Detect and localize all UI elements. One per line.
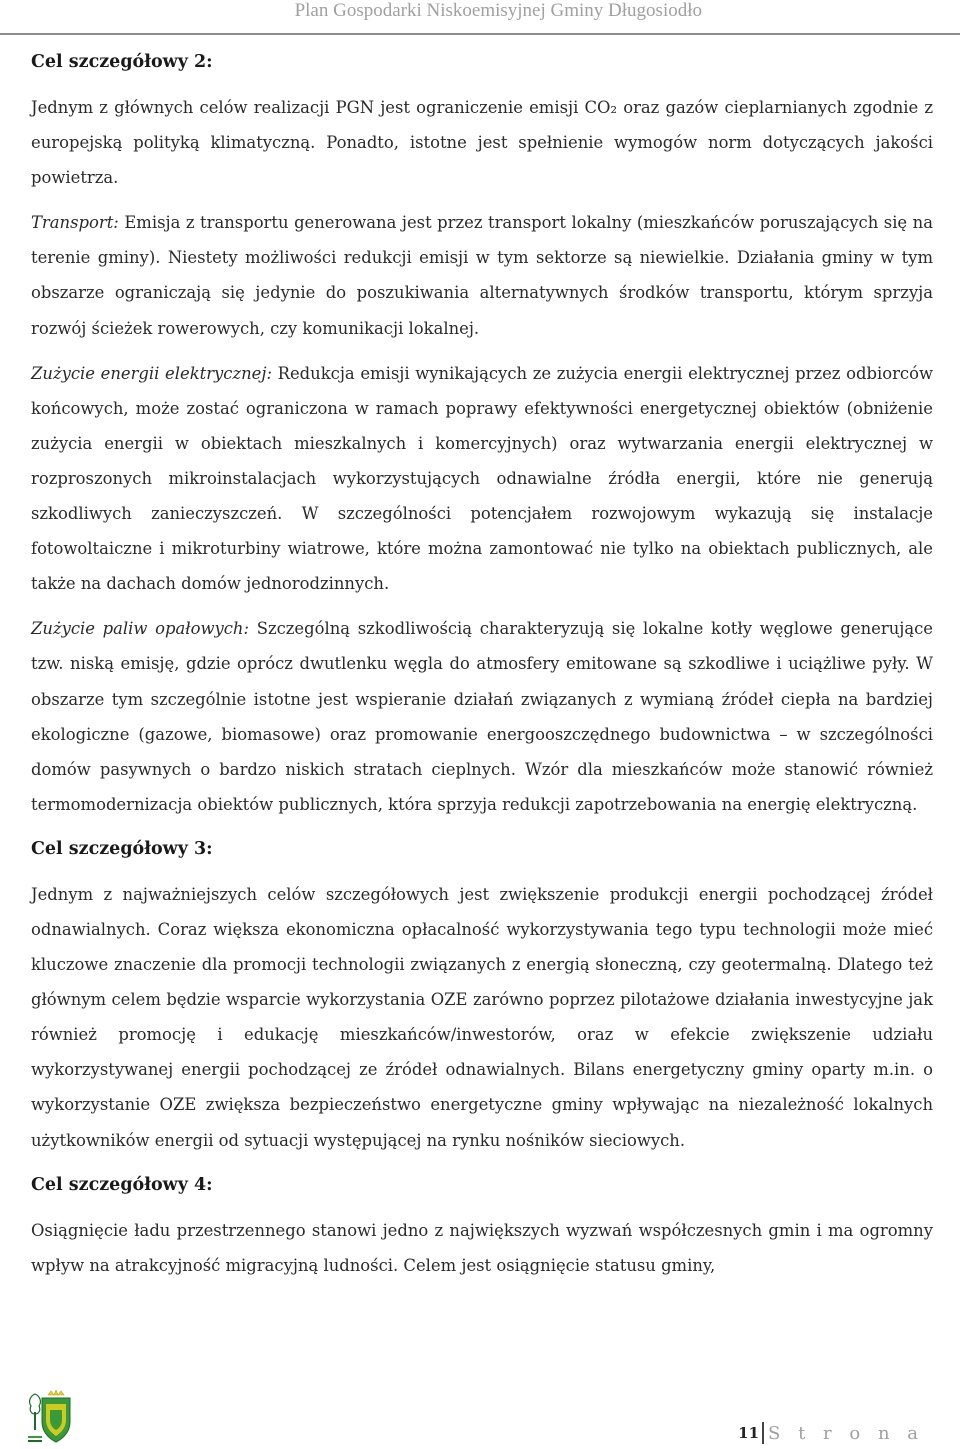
- paragraph: [31, 90, 933, 195]
- gmina-coat-of-arms-icon: [26, 1390, 72, 1444]
- paragraph-text: Redukcja emisji wynikających ze zużycia energii elektrycznej przez odbiorców końcowych, może zostać ograniczona w ramach poprawy efektywności energetycznej obiektów (obniżenie zużycia energii w obiektach mieszkalnych i komercyjnych) oraz wytwarzania energii elektrycznej w rozproszonych mikroinstalacjach wykorzystujących odnawialne źródła energii, które nie generują szkodliwych zanieczyszczeń. W szczególności potencjałem rozwojowym wykazują się instalacje fotowoltaiczne i mikroturbiny wiatrowe, które można zamontować nie tylko na obiektach publicznych, ale także na dachach domów jednorodzinnych.: [31, 363, 933, 594]
- paragraph-lead: Zużycie paliw opałowych:: [31, 619, 250, 639]
- paragraph: [31, 205, 933, 345]
- page-number: 11: [738, 1424, 760, 1442]
- section-heading: Cel szczegółowy 4:: [31, 1174, 213, 1195]
- section-goal-2: [31, 45, 933, 822]
- paragraph: [31, 877, 933, 1158]
- running-header-title: Plan Gospodarki Niskoemisyjnej Gminy Długosiodło: [294, 0, 702, 21]
- paragraph-text: Szczególną szkodliwością charakteryzują się lokalne kotły węglowe generujące tzw. niską emisję, gdzie oprócz dwutlenku węgla do atmosfery emitowane są szkodliwe i uciążliwe pyły. W obszarze tym szczególnie istotne jest wspieranie działań związanych z wymianą źródeł ciepła na bardziej ekologiczne (gazowe, biomasowe) oraz promowanie energooszczędnego budownictwa – w szczególności domów pasywnych o bardzo niskich stratach cieplnych. Wzór dla mieszkańców może stanowić również termomodernizacja obiektów publicznych, która sprzyja redukcji zapotrzebowania na energię elektryczną.: [31, 619, 933, 814]
- page-number-divider: [762, 1422, 764, 1444]
- paragraph-lead: Zużycie energii elektrycznej:: [31, 363, 272, 383]
- paragraph-text: Jednym z głównych celów realizacji PGN jest ograniczenie emisji CO₂ oraz gazów cieplarnianych zgodnie z europejską polityką klimatyczną. Ponadto, istotne jest spełnienie wymogów norm dotyczących jakości powietrza.: [31, 98, 933, 188]
- paragraph-text: Osiągnięcie ładu przestrzennego stanowi jedno z największych wyzwań współczesnych gmin i ma ogromny wpływ na atrakcyjność migracyjną ludności. Celem jest osiągnięcie statusu gminy,: [31, 1220, 933, 1275]
- paragraph: [31, 356, 933, 602]
- paragraph-text: Emisja z transportu generowana jest przez transport lokalny (mieszkańców poruszających się na terenie gminy). Niestety możliwości redukcji emisji w tym sektorze są niewielkie. Działania gminy w tym obszarze ograniczają się jedynie do poszukiwania alternatywnych środków transportu, którym sprzyja rozwój ścieżek rowerowych, czy komunikacji lokalnej.: [31, 213, 933, 338]
- paragraph-text: Jednym z najważniejszych celów szczegółowych jest zwiększenie produkcji energii pochodzącej źródeł odnawialnych. Coraz większa ekonomiczna opłacalność wykorzystywania tego typu technologii może mieć kluczowe znaczenie dla promocji technologii związanych z energią słoneczną, czy geotermalną. Dlatego też głównym celem będzie wsparcie wykorzystania OZE zarówno poprzez pilotażowe działania inwestycyjne jak również promocję i edukację mieszkańców/inwestorów, oraz w efekcie zwiększenie udziału wykorzystywanej energii pochodzącej ze źródeł odnawialnych. Bilans energetyczny gminy oparty m.in. o wykorzystanie OZE zwiększa bezpieczeństwo energetyczne gminy wpływając na niezależność lokalnych użytkowników energii od sytuacji występującej na rynku nośników sieciowych.: [31, 884, 933, 1150]
- section-heading: Cel szczegółowy 2:: [31, 52, 213, 72]
- page-number-footer: [738, 1422, 924, 1444]
- header-divider: [0, 33, 960, 35]
- section-goal-3: [31, 832, 933, 1158]
- page-label: S t r o n a: [768, 1422, 924, 1444]
- paragraph-lead: Transport:: [31, 213, 119, 233]
- section-goal-4: [31, 1168, 933, 1283]
- page-body: [31, 45, 933, 1283]
- paragraph: [31, 1213, 933, 1283]
- section-heading: Cel szczegółowy 3:: [31, 838, 213, 859]
- paragraph: [31, 611, 933, 822]
